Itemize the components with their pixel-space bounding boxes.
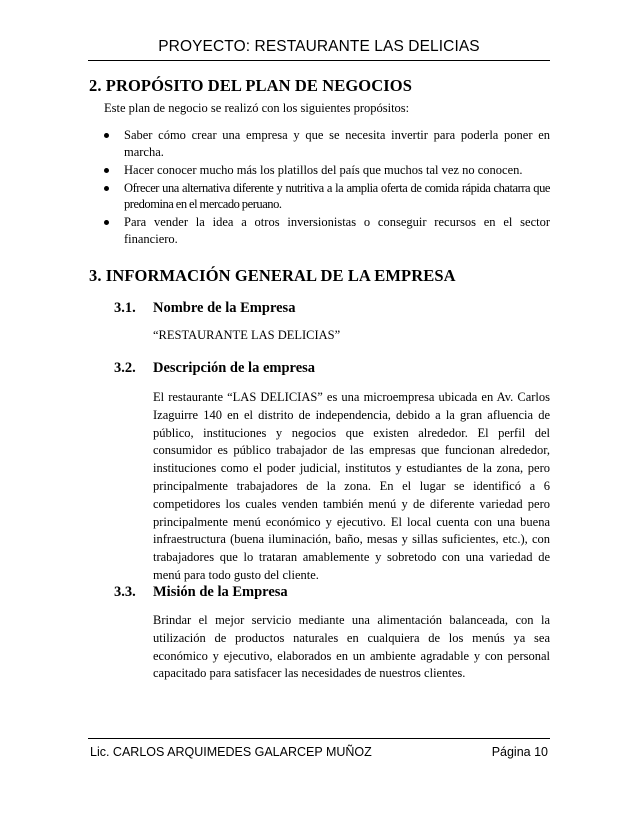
- list-item: Saber cómo crear una empresa y que se necesita invertir para poderla poner en marcha.: [104, 127, 550, 160]
- section-2-heading: 2. PROPÓSITO DEL PLAN DE NEGOCIOS: [89, 76, 412, 95]
- section-3-heading: 3. INFORMACIÓN GENERAL DE LA EMPRESA: [89, 266, 456, 285]
- subsection-3-3-heading: 3.3. Misión de la Empresa: [114, 584, 288, 600]
- bullet-icon: [104, 220, 109, 225]
- bullet-icon: [104, 133, 109, 138]
- page-number: Página 10: [491, 745, 548, 759]
- bullet-icon: [104, 186, 109, 191]
- list-item: Para vender la idea a otros inversionistas o conseguir recursos en el sector financiero.: [104, 214, 550, 247]
- bullet-icon: [104, 168, 109, 173]
- subsection-3-2-heading: 3.2. Descripción de la empresa: [114, 360, 316, 376]
- purpose-bullet-list: [104, 127, 550, 249]
- company-description-paragraph: El restaurante “LAS DELICIAS” es una microempresa ubicada en Av. Carlos Izaguirre 140 en el distrito de independencia, debido a la gran afluencia de público, instituciones y negocios que existen alrededor. El perfil del consumidor es público trabajador de las empresas que funcionan alrededor, instituciones como el poder judicial, institutos y estudiantes de la zona, pero principalmente trabajadores de la zona. En el lugar se identificó a 6 competidores los cuales venden también menú y de diferente variedad pero principalmente menú económico y ejecutivo. El local cuenta con una buena infraestructura (buena iluminación, baño, mesas y sillas suficientes, etc.), con trabajadores que lo trataran amablemente y sobretodo con una variedad de menú para todo gusto del cliente.: [153, 390, 550, 582]
- list-item: Ofrecer una alternativa diferente y nutritiva a la amplia oferta de comida rápida chatarra que predomina en el mercado peruano.: [104, 180, 550, 213]
- footer-author: Lic. CARLOS ARQUIMEDES GALARCEP MUÑOZ: [90, 745, 372, 759]
- company-mission-paragraph: Brindar el mejor servicio mediante una alimentación balanceada, con la utilización de productos naturales en cualquiera de los menús ya sea económico y ejecutivo, elaborados en un ambiente agradable y con personal capacitado para satisfacer las necesidades de nuestros clientes.: [153, 613, 550, 681]
- list-item: Hacer conocer mucho más los platillos del país que muchos tal vez no conocen.: [104, 162, 550, 179]
- header-rule: [88, 60, 550, 61]
- footer-rule: [88, 738, 550, 739]
- subsection-3-1-heading: 3.1. Nombre de la Empresa: [114, 300, 296, 316]
- section-2-intro: Este plan de negocio se realizó con los siguientes propósitos:: [104, 101, 410, 115]
- company-name-text: “RESTAURANTE LAS DELICIAS”: [153, 328, 341, 342]
- running-header: PROYECTO: RESTAURANTE LAS DELICIAS: [158, 38, 480, 55]
